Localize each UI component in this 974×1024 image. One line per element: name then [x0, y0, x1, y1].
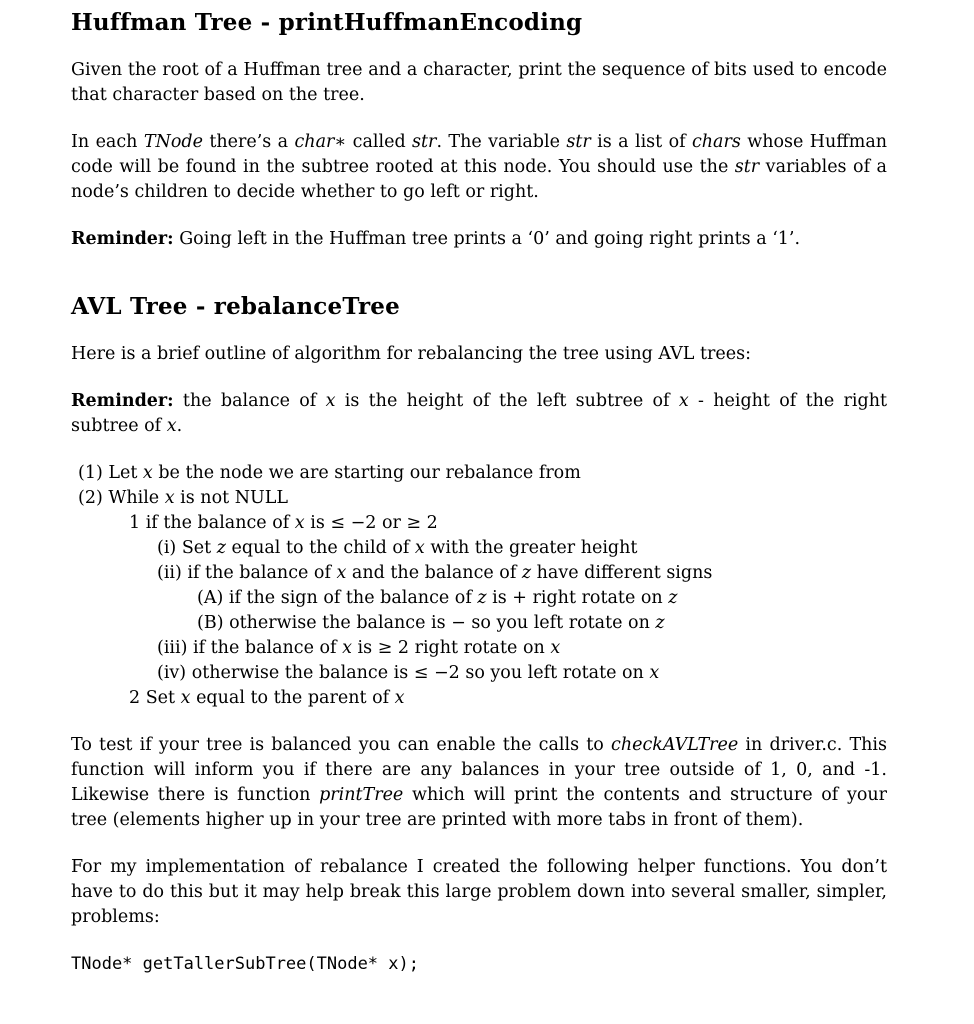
avl-test-paragraph: To test if your tree is balanced you can enable the calls to checkAVLTree in driver.c. This function will inform you if there are any balances in your tree outside of 1, 0, and -1. Likewise there is function printTree which will print the contents and structure of your tree (elements higher up in your tree are printed with more tabs in front of them). — [71, 735, 887, 830]
reminder-label: Reminder: — [71, 229, 174, 249]
avl-helpers-paragraph: For my implementation of rebalance I created the following helper functions. You don’t have to do this but it may help break this large problem down into several smaller, simpler, problems: — [71, 857, 887, 927]
algorithm-step: (B) otherwise the balance is − so you left rotate on 𝑧 — [197, 613, 665, 633]
algorithm-step: 2 Set 𝑥 equal to the parent of 𝑥 — [129, 688, 405, 708]
avl-section-title: AVL Tree - rebalanceTree — [71, 293, 400, 320]
algorithm-step: (A) if the sign of the balance of 𝑧 is + right rotate on 𝑧 — [197, 588, 678, 608]
algorithm-step: 1 if the balance of 𝑥 is ≤ −2 or ≥ 2 — [129, 513, 438, 533]
reminder-label: Reminder: — [71, 391, 174, 411]
huffman-paragraph-2: In each TNode there’s a char∗ called str. The variable str is a list of chars whose Huffman code will be found in the subtree rooted at this node. You should use the str variables of a node’s children to decide whether to go left or right. — [71, 132, 888, 202]
huffman-reminder: Reminder: Going left in the Huffman tree prints a ‘0’ and going right prints a ‘1’. — [71, 229, 801, 249]
rebalance-algorithm-list — [71, 461, 887, 711]
algorithm-step: (iv) otherwise the balance is ≤ −2 so you left rotate on 𝑥 — [157, 663, 660, 683]
code-line: TNode* getTallerSubTree(TNode* x); — [71, 954, 419, 974]
algorithm-step: (i) Set 𝑧 equal to the child of 𝑥 with the greater height — [157, 538, 638, 558]
algorithm-step: (2) While 𝑥 is not NULL — [78, 488, 288, 508]
algorithm-step: (1) Let 𝑥 be the node we are starting our rebalance from — [78, 463, 581, 483]
algorithm-step: (iii) if the balance of 𝑥 is ≥ 2 right rotate on 𝑥 — [157, 638, 561, 658]
huffman-paragraph-1: Given the root of a Huffman tree and a character, print the sequence of bits used to encode that character based on the tree. — [71, 60, 887, 105]
huffman-section-title: Huffman Tree - printHuffmanEncoding — [71, 9, 583, 36]
document-page — [71, 8, 887, 977]
avl-reminder: Reminder: the balance of x is the height of the left subtree of x - height of the right subtree of x. — [71, 391, 887, 436]
algorithm-step: (ii) if the balance of 𝑥 and the balance of 𝑧 have different signs — [157, 563, 713, 583]
avl-intro: Here is a brief outline of algorithm for rebalancing the tree using AVL trees: — [71, 344, 751, 364]
